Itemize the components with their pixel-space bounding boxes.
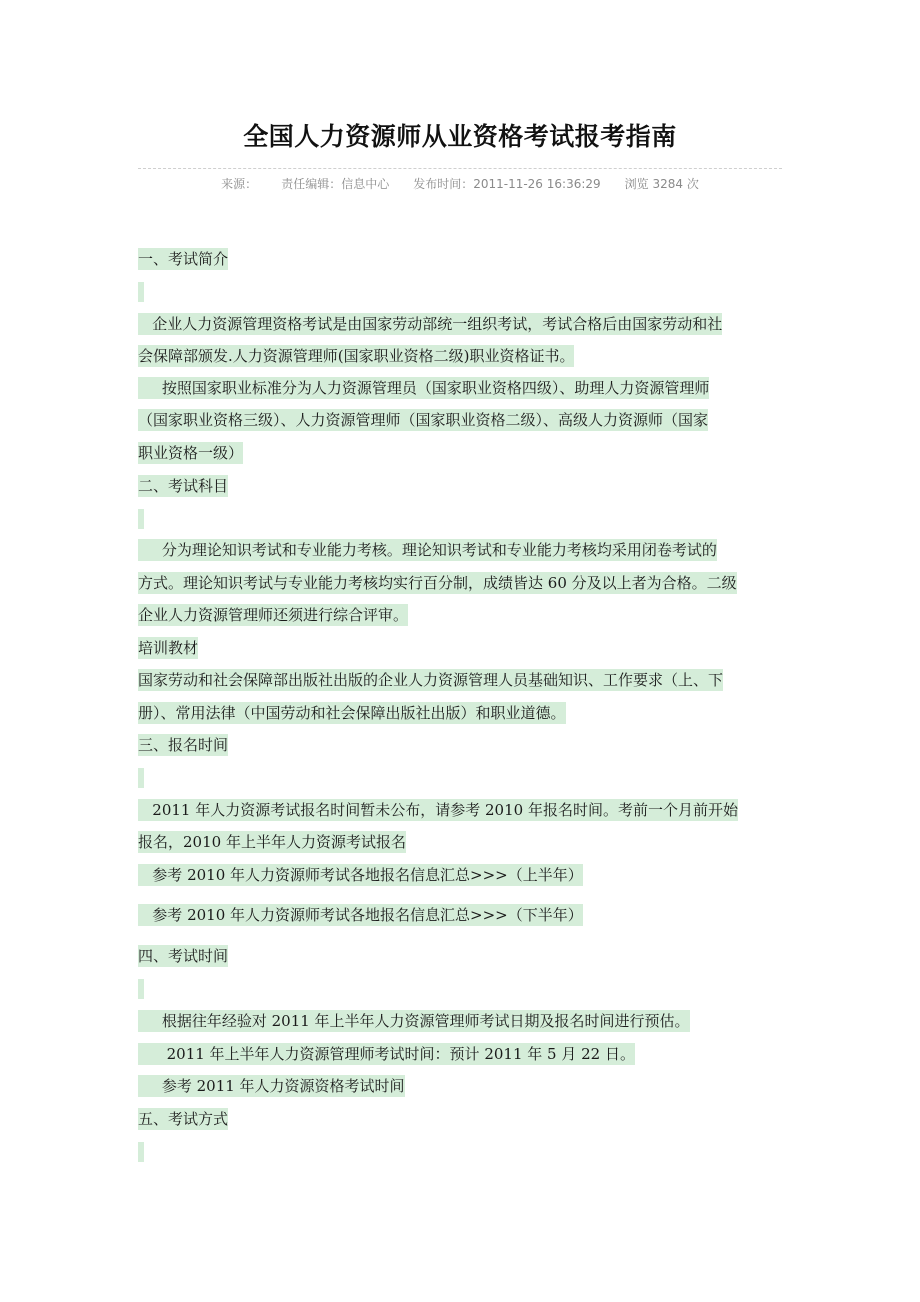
paragraph-line: 根据往年经验对 2011 年上半年人力资源管理师考试日期及报名时间进行预估。	[138, 1012, 690, 1030]
meta-source: 来源：	[221, 177, 258, 191]
subheading-training-materials: 培训教材	[138, 639, 199, 657]
registration-info-link-first-half[interactable]: 参考 2010 年人力资源师考试各地报名信息汇总>>>（上半年）	[138, 866, 583, 884]
meta-published: 发布时间：2011-11-26 16:36:29	[413, 177, 601, 191]
empty-paragraph-marker	[138, 768, 144, 788]
registration-info-link-second-half[interactable]: 参考 2010 年人力资源师考试各地报名信息汇总>>>（下半年）	[138, 906, 583, 924]
paragraph-line: 企业人力资源管理资格考试是由国家劳动部统一组织考试，考试合格后由国家劳动和社	[138, 315, 723, 333]
paragraph-line: 企业人力资源管理师还须进行综合评审。	[138, 606, 409, 624]
paragraph-line: 报名，2010 年上半年人力资源考试报名	[138, 833, 406, 851]
paragraph-line: 分为理论知识考试和专业能力考核。理论知识考试和专业能力考核均采用闭卷考试的	[138, 541, 717, 559]
paragraph-line: 方式。理论知识考试与专业能力考核均实行百分制，成绩皆达 60 分及以上者为合格。二级	[138, 574, 737, 592]
meta-editor: 责任编辑：信息中心	[281, 177, 390, 191]
section-heading-exam-format: 五、考试方式	[138, 1110, 229, 1128]
paragraph-line: 册）、常用法律（中国劳动和社会保障出版社出版）和职业道德。	[138, 704, 566, 722]
title-divider	[138, 168, 782, 169]
paragraph-line: 会保障部颁发.人力资源管理师(国家职业资格二级)职业资格证书。	[138, 347, 575, 365]
empty-paragraph-marker	[138, 1142, 144, 1162]
section-heading-exam-intro: 一、考试简介	[138, 250, 229, 268]
paragraph-line: 按照国家职业标准分为人力资源管理员（国家职业资格四级）、助理人力资源管理师	[138, 379, 710, 397]
section-heading-registration-time: 三、报名时间	[138, 736, 229, 754]
section-heading-exam-time: 四、考试时间	[138, 947, 229, 965]
page-title: 全国人力资源师从业资格考试报考指南	[243, 122, 677, 151]
section-heading-exam-subjects: 二、考试科目	[138, 477, 229, 495]
paragraph-line: 职业资格一级）	[138, 444, 244, 462]
empty-paragraph-marker	[138, 509, 144, 529]
paragraph-line: 2011 年上半年人力资源管理师考试时间：预计 2011 年 5 月 22 日。	[138, 1045, 635, 1063]
paragraph-line: 国家劳动和社会保障部出版社出版的企业人力资源管理人员基础知识、工作要求（上、下	[138, 671, 724, 689]
empty-paragraph-marker	[138, 979, 144, 999]
empty-paragraph-marker	[138, 282, 144, 302]
meta-views: 浏览 3284 次	[624, 177, 699, 191]
paragraph-line: 2011 年人力资源考试报名时间暂未公布，请参考 2010 年报名时间。考前一个月前开始	[138, 801, 738, 819]
article-meta	[0, 175, 920, 192]
exam-time-reference-link[interactable]: 参考 2011 年人力资源资格考试时间	[138, 1077, 405, 1095]
paragraph-line: （国家职业资格三级）、人力资源管理师（国家职业资格二级）、高级人力资源师（国家	[138, 411, 709, 429]
